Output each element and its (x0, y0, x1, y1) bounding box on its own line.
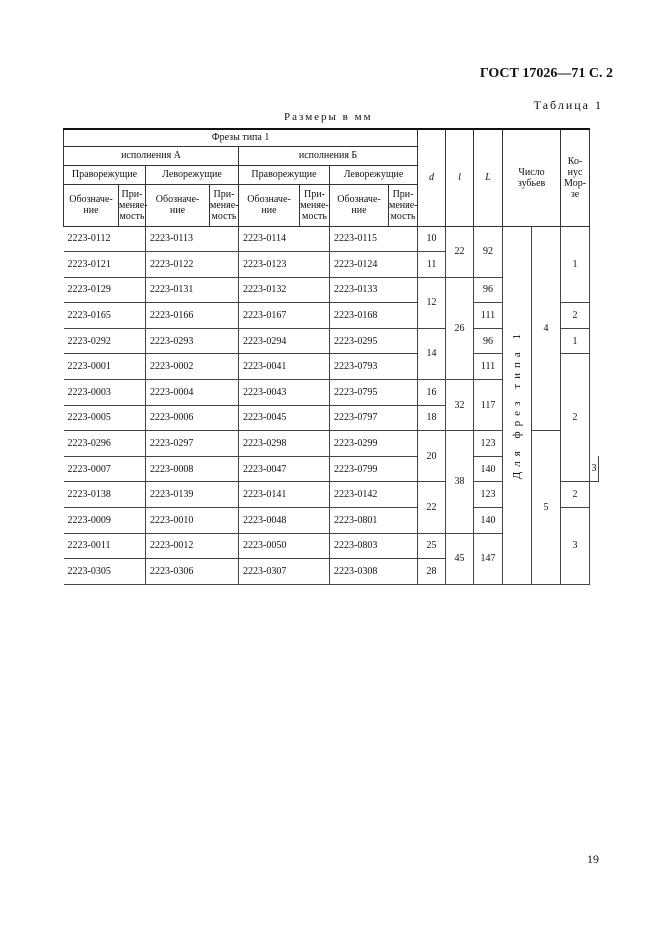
code-a-right: 2223-0009 (64, 508, 119, 534)
code-a-left: 2223-0293 (146, 328, 210, 354)
code-a-right: 2223-0138 (64, 482, 119, 508)
value-d: 18 (418, 405, 446, 431)
code-b-right: 2223-0141 (239, 482, 300, 508)
value-L: 117 (474, 380, 503, 431)
code-b-left: 2223-0295 (330, 328, 389, 354)
header-designation: Обозначе- ние (330, 184, 389, 226)
code-b-right: 2223-0294 (239, 328, 300, 354)
value-teeth: 4 (532, 226, 561, 431)
code-b-left: 2223-0797 (330, 405, 389, 431)
header-mill-type: Фрезы типа 1 (64, 129, 418, 146)
value-L: 111 (474, 303, 503, 329)
units-caption: Размеры в мм (284, 111, 373, 123)
code-a-left: 2223-0122 (146, 252, 210, 278)
code-b-right: 2223-0298 (239, 431, 300, 457)
header-designation: Обозначе- ние (146, 184, 210, 226)
code-a-right: 2223-0165 (64, 303, 119, 329)
code-b-right: 2223-0048 (239, 508, 300, 534)
value-cone: 3 (590, 456, 599, 482)
table-row (64, 226, 599, 252)
header-applicability: При- меняе- мость (210, 184, 239, 226)
code-b-left: 2223-0115 (330, 226, 389, 252)
code-b-right: 2223-0041 (239, 354, 300, 380)
code-b-right: 2223-0114 (239, 226, 300, 252)
code-b-right: 2223-0047 (239, 456, 300, 482)
value-d: 11 (418, 252, 446, 278)
value-l: 26 (446, 277, 474, 379)
header-morse-cone: Ко- нус Мор- зе (561, 129, 590, 226)
code-b-left: 2223-0799 (330, 456, 389, 482)
table-label: Таблица 1 (533, 98, 603, 112)
code-b-left: 2223-0124 (330, 252, 389, 278)
value-cone: 2 (561, 354, 590, 482)
code-a-left: 2223-0297 (146, 431, 210, 457)
code-b-left: 2223-0795 (330, 380, 389, 406)
header-exec-a: исполнения А (64, 146, 239, 165)
value-L: 123 (474, 482, 503, 508)
value-cone: 2 (561, 482, 590, 508)
code-b-right: 2223-0043 (239, 380, 300, 406)
code-a-left: 2223-0131 (146, 277, 210, 303)
value-l: 38 (446, 431, 474, 533)
value-l: 32 (446, 380, 474, 431)
code-b-right: 2223-0167 (239, 303, 300, 329)
value-d: 10 (418, 226, 446, 252)
code-b-right: 2223-0123 (239, 252, 300, 278)
code-a-right: 2223-0005 (64, 405, 119, 431)
code-b-right: 2223-0132 (239, 277, 300, 303)
value-cone: 3 (561, 508, 590, 585)
value-cone: 1 (561, 226, 590, 303)
header-b-right: Праворежущие (239, 165, 330, 184)
code-a-right: 2223-0001 (64, 354, 119, 380)
value-d: 20 (418, 431, 446, 482)
code-a-right: 2223-0292 (64, 328, 119, 354)
value-teeth: 5 (532, 431, 561, 585)
header-d: d (418, 129, 446, 226)
header-designation: Обозначе- ние (239, 184, 300, 226)
header-designation: Обозначе- ние (64, 184, 119, 226)
code-a-left: 2223-0012 (146, 533, 210, 559)
value-L: 123 (474, 431, 503, 457)
code-a-right: 2223-0129 (64, 277, 119, 303)
header-b-left: Леворежущие (330, 165, 418, 184)
value-cone: 1 (561, 328, 590, 354)
code-b-right: 2223-0307 (239, 559, 300, 585)
code-a-right: 2223-0003 (64, 380, 119, 406)
value-d: 12 (418, 277, 446, 328)
header-L: L (474, 129, 503, 226)
value-L: 96 (474, 277, 503, 303)
value-d: 16 (418, 380, 446, 406)
value-L: 92 (474, 226, 503, 277)
code-a-left: 2223-0004 (146, 380, 210, 406)
value-d: 14 (418, 328, 446, 379)
value-L: 147 (474, 533, 503, 584)
page-number: 19 (587, 852, 599, 866)
code-a-right: 2223-0112 (64, 226, 119, 252)
code-a-right: 2223-0305 (64, 559, 119, 585)
header-exec-b: исполнения Б (239, 146, 418, 165)
value-l: 22 (446, 226, 474, 277)
code-a-right: 2223-0007 (64, 456, 119, 482)
code-b-left: 2223-0168 (330, 303, 389, 329)
code-b-left: 2223-0308 (330, 559, 389, 585)
code-a-left: 2223-0006 (146, 405, 210, 431)
code-b-right: 2223-0045 (239, 405, 300, 431)
code-a-right: 2223-0011 (64, 533, 119, 559)
code-a-left: 2223-0113 (146, 226, 210, 252)
value-L: 140 (474, 456, 503, 482)
header-a-right: Праворежущие (64, 165, 146, 184)
value-d: 22 (418, 482, 446, 533)
value-L: 111 (474, 354, 503, 380)
code-a-left: 2223-0008 (146, 456, 210, 482)
code-a-left: 2223-0139 (146, 482, 210, 508)
header-a-left: Леворежущие (146, 165, 239, 184)
code-b-right: 2223-0050 (239, 533, 300, 559)
value-L: 96 (474, 328, 503, 354)
code-a-left: 2223-0010 (146, 508, 210, 534)
value-d: 25 (418, 533, 446, 559)
applicability-note: Для фрез типа 1 (503, 226, 532, 584)
code-b-left: 2223-0133 (330, 277, 389, 303)
value-l: 45 (446, 533, 474, 584)
code-a-right: 2223-0296 (64, 431, 119, 457)
header-applicability: При- меняе- мость (119, 184, 146, 226)
code-b-left: 2223-0793 (330, 354, 389, 380)
header-applicability: При- меняе- мость (389, 184, 418, 226)
code-b-left: 2223-0299 (330, 431, 389, 457)
value-d: 28 (418, 559, 446, 585)
code-a-left: 2223-0166 (146, 303, 210, 329)
code-b-left: 2223-0801 (330, 508, 389, 534)
code-a-left: 2223-0002 (146, 354, 210, 380)
value-cone: 2 (561, 303, 590, 329)
header-l: l (446, 129, 474, 226)
value-L: 140 (474, 508, 503, 534)
document-header: ГОСТ 17026—71 С. 2 (479, 66, 613, 81)
code-b-left: 2223-0803 (330, 533, 389, 559)
code-a-right: 2223-0121 (64, 252, 119, 278)
header-applicability: При- меняе- мость (300, 184, 330, 226)
dimensions-table (63, 128, 599, 585)
code-a-left: 2223-0306 (146, 559, 210, 585)
code-b-left: 2223-0142 (330, 482, 389, 508)
header-teeth: Число зубьев (503, 129, 561, 226)
